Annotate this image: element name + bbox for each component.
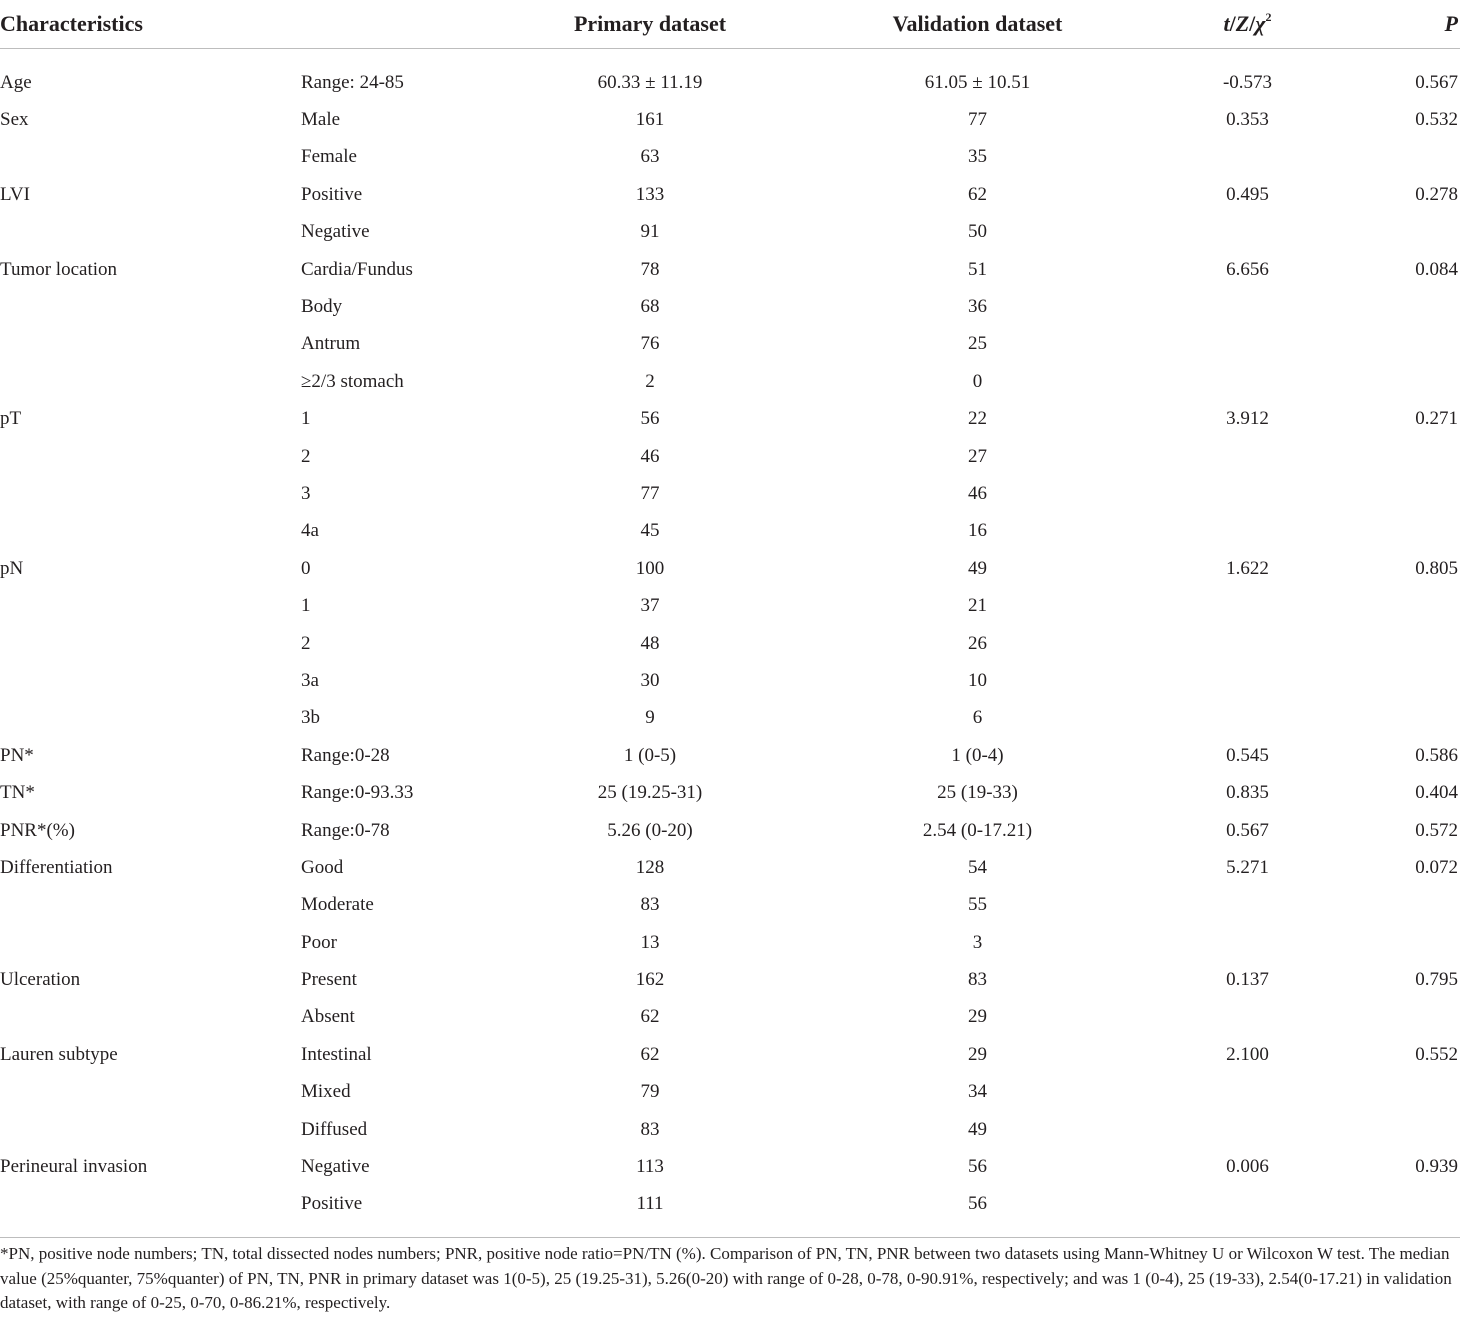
- cell-validation-dataset: 55: [968, 894, 987, 916]
- table-row: [0, 251, 1460, 288]
- cell-p-value: [1325, 326, 1460, 363]
- cell-characteristic: [0, 1111, 300, 1148]
- cell-primary-dataset: 60.33 ± 11.19: [597, 71, 703, 93]
- cell-subcategory: 4a: [301, 520, 319, 542]
- cell-p-value: 0.567: [1415, 71, 1458, 93]
- table-body: [0, 64, 1460, 1223]
- cell-test-statistic: [1170, 662, 1325, 699]
- cell-test-statistic: [1170, 700, 1325, 737]
- cell-validation-dataset: 50: [968, 221, 987, 243]
- cell-subcategory: Good: [301, 856, 344, 878]
- cell-primary-dataset: 133: [635, 183, 665, 205]
- cell-test-statistic: 3.912: [1226, 408, 1269, 430]
- cell-p-value: [1325, 513, 1460, 550]
- table-row: [0, 326, 1460, 363]
- cell-primary-dataset: 5.26 (0-20): [607, 819, 693, 841]
- cell-characteristic: [0, 1186, 300, 1223]
- cell-subcategory: Intestinal: [301, 1043, 372, 1065]
- table-row: [0, 1186, 1460, 1223]
- header-p-label: P: [1444, 11, 1458, 36]
- cell-validation-dataset: 25 (19-33): [937, 782, 1018, 804]
- cell-characteristic: Ulceration: [0, 969, 81, 991]
- table-row: [0, 438, 1460, 475]
- cell-test-statistic: 0.567: [1226, 819, 1269, 841]
- cell-subcategory: Negative: [301, 221, 370, 243]
- table-row: [0, 700, 1460, 737]
- table-row: [0, 401, 1460, 438]
- cell-characteristic: [0, 513, 300, 550]
- cell-primary-dataset: 83: [640, 894, 660, 916]
- cell-validation-dataset: 25: [968, 333, 987, 355]
- cell-validation-dataset: 21: [968, 595, 987, 617]
- cell-primary-dataset: 77: [640, 482, 660, 504]
- cell-p-value: [1325, 625, 1460, 662]
- header-blank: [300, 0, 515, 49]
- cell-characteristic: [0, 924, 300, 961]
- cell-characteristic: Tumor location: [0, 258, 117, 280]
- cell-primary-dataset: 9: [645, 707, 655, 729]
- cell-subcategory: ≥2/3 stomach: [301, 370, 404, 392]
- cell-characteristic: [0, 587, 300, 624]
- cell-test-statistic: 1.622: [1226, 557, 1269, 579]
- cell-test-statistic: [1170, 438, 1325, 475]
- table-row: [0, 363, 1460, 400]
- table-row: [0, 737, 1460, 774]
- cell-characteristic: Lauren subtype: [0, 1043, 118, 1065]
- cell-p-value: [1325, 139, 1460, 176]
- cell-primary-dataset: 25 (19.25-31): [597, 782, 703, 804]
- cell-subcategory: Body: [301, 296, 343, 318]
- cell-subcategory: Positive: [301, 183, 363, 205]
- cell-test-statistic: [1170, 475, 1325, 512]
- table-row: [0, 774, 1460, 811]
- cell-primary-dataset: 79: [640, 1081, 660, 1103]
- cell-subcategory: Present: [301, 969, 357, 991]
- cell-validation-dataset: 26: [968, 632, 987, 654]
- cell-validation-dataset: 27: [968, 445, 987, 467]
- cell-p-value: [1325, 214, 1460, 251]
- cell-test-statistic: [1170, 1074, 1325, 1111]
- cell-test-statistic: 2.100: [1226, 1043, 1269, 1065]
- cell-characteristic: pN: [0, 557, 24, 579]
- cell-primary-dataset: 161: [635, 109, 665, 131]
- cell-characteristic: [0, 999, 300, 1036]
- cell-p-value: 0.404: [1415, 782, 1458, 804]
- cell-characteristic: [0, 1074, 300, 1111]
- cell-primary-dataset: 162: [635, 969, 665, 991]
- cell-validation-dataset: 36: [968, 296, 987, 318]
- cell-test-statistic: 0.545: [1226, 744, 1269, 766]
- cell-primary-dataset: 128: [635, 856, 665, 878]
- cell-p-value: [1325, 999, 1460, 1036]
- cell-test-statistic: [1170, 363, 1325, 400]
- cell-characteristic: [0, 625, 300, 662]
- cell-p-value: 0.939: [1415, 1156, 1458, 1178]
- cell-subcategory: 3b: [301, 707, 320, 729]
- cell-subcategory: Mixed: [301, 1081, 351, 1103]
- header-characteristics: Characteristics: [0, 0, 300, 49]
- cell-validation-dataset: 22: [968, 408, 987, 430]
- cell-primary-dataset: 111: [636, 1193, 664, 1215]
- header-stat-t: t: [1223, 11, 1230, 36]
- table-row: [0, 625, 1460, 662]
- cell-test-statistic: -0.573: [1222, 71, 1273, 93]
- table-row: [0, 288, 1460, 325]
- cell-subcategory: Diffused: [301, 1118, 368, 1140]
- cell-validation-dataset: 0: [972, 370, 983, 392]
- cell-primary-dataset: 1 (0-5): [623, 744, 677, 766]
- cell-p-value: 0.795: [1415, 969, 1458, 991]
- cell-validation-dataset: 61.05 ± 10.51: [924, 71, 1031, 93]
- table-row: [0, 64, 1460, 101]
- table-row: [0, 214, 1460, 251]
- cell-subcategory: 2: [301, 445, 311, 467]
- cell-subcategory: Poor: [301, 931, 337, 953]
- header-stat-chi-superscript: 2: [1265, 10, 1272, 24]
- cell-validation-dataset: 29: [968, 1006, 987, 1028]
- cell-validation-dataset: 77: [968, 109, 987, 131]
- cell-test-statistic: [1170, 288, 1325, 325]
- cell-validation-dataset: 2.54 (0-17.21): [922, 819, 1033, 841]
- cell-subcategory: Cardia/Fundus: [301, 258, 413, 280]
- cell-subcategory: 0: [301, 557, 311, 579]
- cell-test-statistic: [1170, 999, 1325, 1036]
- cell-test-statistic: [1170, 326, 1325, 363]
- table-row: [0, 849, 1460, 886]
- cell-primary-dataset: 113: [636, 1156, 664, 1178]
- table-row: [0, 812, 1460, 849]
- cell-validation-dataset: 49: [968, 1118, 987, 1140]
- cell-test-statistic: 6.656: [1226, 258, 1269, 280]
- cell-p-value: 0.532: [1415, 109, 1458, 131]
- cell-subcategory: 1: [301, 595, 311, 617]
- table-row: [0, 176, 1460, 213]
- table-bottom-rule: [0, 1237, 1460, 1238]
- cell-characteristic: Perineural invasion: [0, 1156, 148, 1178]
- cell-characteristic: pT: [0, 408, 22, 430]
- cell-subcategory: Antrum: [301, 333, 361, 355]
- table-header: [0, 0, 1460, 64]
- header-p-value: [1325, 0, 1460, 49]
- cell-validation-dataset: 56: [968, 1156, 987, 1178]
- table-row: [0, 1074, 1460, 1111]
- cell-subcategory: Female: [301, 146, 357, 168]
- cell-test-statistic: [1170, 587, 1325, 624]
- cell-p-value: [1325, 438, 1460, 475]
- cell-characteristic: LVI: [0, 183, 30, 205]
- cell-p-value: 0.278: [1415, 183, 1458, 205]
- cell-subcategory: Moderate: [301, 894, 374, 916]
- cell-p-value: [1325, 662, 1460, 699]
- table-row: [0, 587, 1460, 624]
- cell-test-statistic: 0.137: [1226, 969, 1269, 991]
- cell-characteristic: [0, 326, 300, 363]
- cell-subcategory: Absent: [301, 1006, 355, 1028]
- table-row: [0, 513, 1460, 550]
- table-row: [0, 1036, 1460, 1073]
- cell-p-value: 0.084: [1415, 258, 1458, 280]
- cell-validation-dataset: 34: [968, 1081, 987, 1103]
- cell-primary-dataset: 30: [640, 669, 660, 691]
- cell-test-statistic: [1170, 214, 1325, 251]
- cell-validation-dataset: 46: [968, 482, 987, 504]
- cell-primary-dataset: 46: [640, 445, 660, 467]
- table-row: [0, 1111, 1460, 1148]
- cell-characteristic: TN*: [0, 782, 35, 804]
- cell-subcategory: 3a: [301, 669, 319, 691]
- cell-validation-dataset: 29: [968, 1043, 987, 1065]
- cell-p-value: 0.072: [1415, 856, 1458, 878]
- header-validation-dataset: Validation dataset: [785, 0, 1170, 49]
- cell-characteristic: Age: [0, 71, 32, 93]
- cell-characteristic: [0, 363, 300, 400]
- table-row: [0, 961, 1460, 998]
- cell-p-value: [1325, 1074, 1460, 1111]
- header-spacer: [0, 49, 1460, 65]
- cell-primary-dataset: 100: [635, 557, 665, 579]
- cell-subcategory: Range:0-28: [301, 744, 390, 766]
- table-footnote: *PN, positive node numbers; TN, total dissected nodes numbers; PNR, positive node ratio=PN/TN (%). Comparison of PN, TN, PNR between two datasets using Mann-Whitney U or Wilcoxon W test. The median value (25%quanter, 75%quanter) of PN, TN, PNR in primary dataset was 1(0-5), 25 (19.25-31), 5.26(0-20) with range of 0-28, 0-78, 0-90.91%, respectively; and was 1 (0-4), 25 (19-33), 2.54(0-17.21) in validation dataset, with range of 0-25, 0-70, 0-86.21%, respectively.: [0, 1244, 1452, 1312]
- cell-subcategory: Range:0-93.33: [301, 782, 414, 804]
- cell-primary-dataset: 76: [640, 333, 660, 355]
- cell-validation-dataset: 6: [972, 707, 983, 729]
- cell-primary-dataset: 63: [640, 146, 660, 168]
- cell-test-statistic: 0.353: [1226, 109, 1269, 131]
- cell-subcategory: 1: [301, 408, 311, 430]
- cell-test-statistic: [1170, 513, 1325, 550]
- header-spacer-cell: [0, 49, 1460, 65]
- table-row: [0, 475, 1460, 512]
- cell-characteristic: Differentiation: [0, 856, 113, 878]
- header-stat-z: Z: [1235, 11, 1250, 36]
- cell-subcategory: Negative: [301, 1156, 370, 1178]
- cell-validation-dataset: 62: [968, 183, 987, 205]
- cell-characteristic: [0, 662, 300, 699]
- cell-validation-dataset: 56: [968, 1193, 987, 1215]
- cell-validation-dataset: 3: [972, 931, 983, 953]
- cell-characteristic: [0, 475, 300, 512]
- cell-primary-dataset: 37: [640, 595, 660, 617]
- header-primary-dataset: Primary dataset: [515, 0, 785, 49]
- cell-primary-dataset: 78: [640, 258, 660, 280]
- cell-test-statistic: 5.271: [1226, 856, 1269, 878]
- cell-p-value: 0.805: [1415, 557, 1458, 579]
- cell-subcategory: Positive: [301, 1193, 363, 1215]
- cell-validation-dataset: 16: [968, 520, 987, 542]
- cell-p-value: 0.586: [1415, 744, 1458, 766]
- table-row: [0, 550, 1460, 587]
- cell-subcategory: Range:0-78: [301, 819, 390, 841]
- cell-p-value: [1325, 288, 1460, 325]
- cell-characteristic: [0, 438, 300, 475]
- cell-test-statistic: 0.835: [1226, 782, 1269, 804]
- cell-p-value: [1325, 587, 1460, 624]
- cell-characteristic: Sex: [0, 109, 29, 131]
- cell-validation-dataset: 49: [968, 557, 987, 579]
- cell-test-statistic: 0.006: [1226, 1156, 1269, 1178]
- cell-p-value: [1325, 1111, 1460, 1148]
- cell-primary-dataset: 62: [640, 1043, 660, 1065]
- cell-characteristic: [0, 887, 300, 924]
- header-row: [0, 0, 1460, 49]
- cell-subcategory: Range: 24-85: [301, 71, 404, 93]
- cell-test-statistic: [1170, 887, 1325, 924]
- table-row: [0, 999, 1460, 1036]
- cell-characteristic: PNR*(%): [0, 819, 75, 841]
- header-stat-chi: χ: [1255, 11, 1266, 36]
- cell-characteristic: [0, 139, 300, 176]
- table-row: [0, 887, 1460, 924]
- cell-primary-dataset: 56: [640, 408, 660, 430]
- cell-p-value: [1325, 887, 1460, 924]
- cell-test-statistic: [1170, 924, 1325, 961]
- cell-test-statistic: [1170, 139, 1325, 176]
- table-row: [0, 101, 1460, 138]
- table-row: [0, 662, 1460, 699]
- cell-primary-dataset: 68: [640, 296, 660, 318]
- cell-primary-dataset: 91: [640, 221, 660, 243]
- cell-validation-dataset: 51: [968, 258, 987, 280]
- cell-validation-dataset: 10: [968, 669, 987, 691]
- cell-subcategory: Male: [301, 109, 341, 131]
- cell-test-statistic: 0.495: [1226, 183, 1269, 205]
- cell-test-statistic: [1170, 1111, 1325, 1148]
- table-row: [0, 1148, 1460, 1185]
- cell-test-statistic: [1170, 625, 1325, 662]
- cell-primary-dataset: 45: [640, 520, 660, 542]
- cell-validation-dataset: 35: [968, 146, 987, 168]
- cell-validation-dataset: 54: [968, 856, 987, 878]
- table-row: [0, 139, 1460, 176]
- cell-p-value: [1325, 1186, 1460, 1223]
- cell-characteristic: [0, 288, 300, 325]
- cell-p-value: 0.552: [1415, 1043, 1458, 1065]
- cell-characteristic: [0, 214, 300, 251]
- cell-validation-dataset: 83: [968, 969, 987, 991]
- table-row: [0, 924, 1460, 961]
- cell-p-value: 0.572: [1415, 819, 1458, 841]
- cell-primary-dataset: 13: [640, 931, 660, 953]
- cell-p-value: 0.271: [1415, 408, 1458, 430]
- cell-primary-dataset: 48: [640, 632, 660, 654]
- cell-p-value: [1325, 700, 1460, 737]
- cell-characteristic: [0, 700, 300, 737]
- cell-p-value: [1325, 924, 1460, 961]
- cell-subcategory: 3: [301, 482, 311, 504]
- cell-primary-dataset: 2: [645, 370, 655, 392]
- cell-test-statistic: [1170, 1186, 1325, 1223]
- header-test-statistic: $t/Z/\chi^2$: [1170, 0, 1325, 49]
- cell-subcategory: 2: [301, 632, 311, 654]
- cell-validation-dataset: 1 (0-4): [951, 744, 1004, 766]
- cell-p-value: [1325, 475, 1460, 512]
- cell-p-value: [1325, 363, 1460, 400]
- cell-primary-dataset: 83: [640, 1118, 660, 1140]
- cell-characteristic: PN*: [0, 744, 34, 766]
- cell-primary-dataset: 62: [640, 1006, 660, 1028]
